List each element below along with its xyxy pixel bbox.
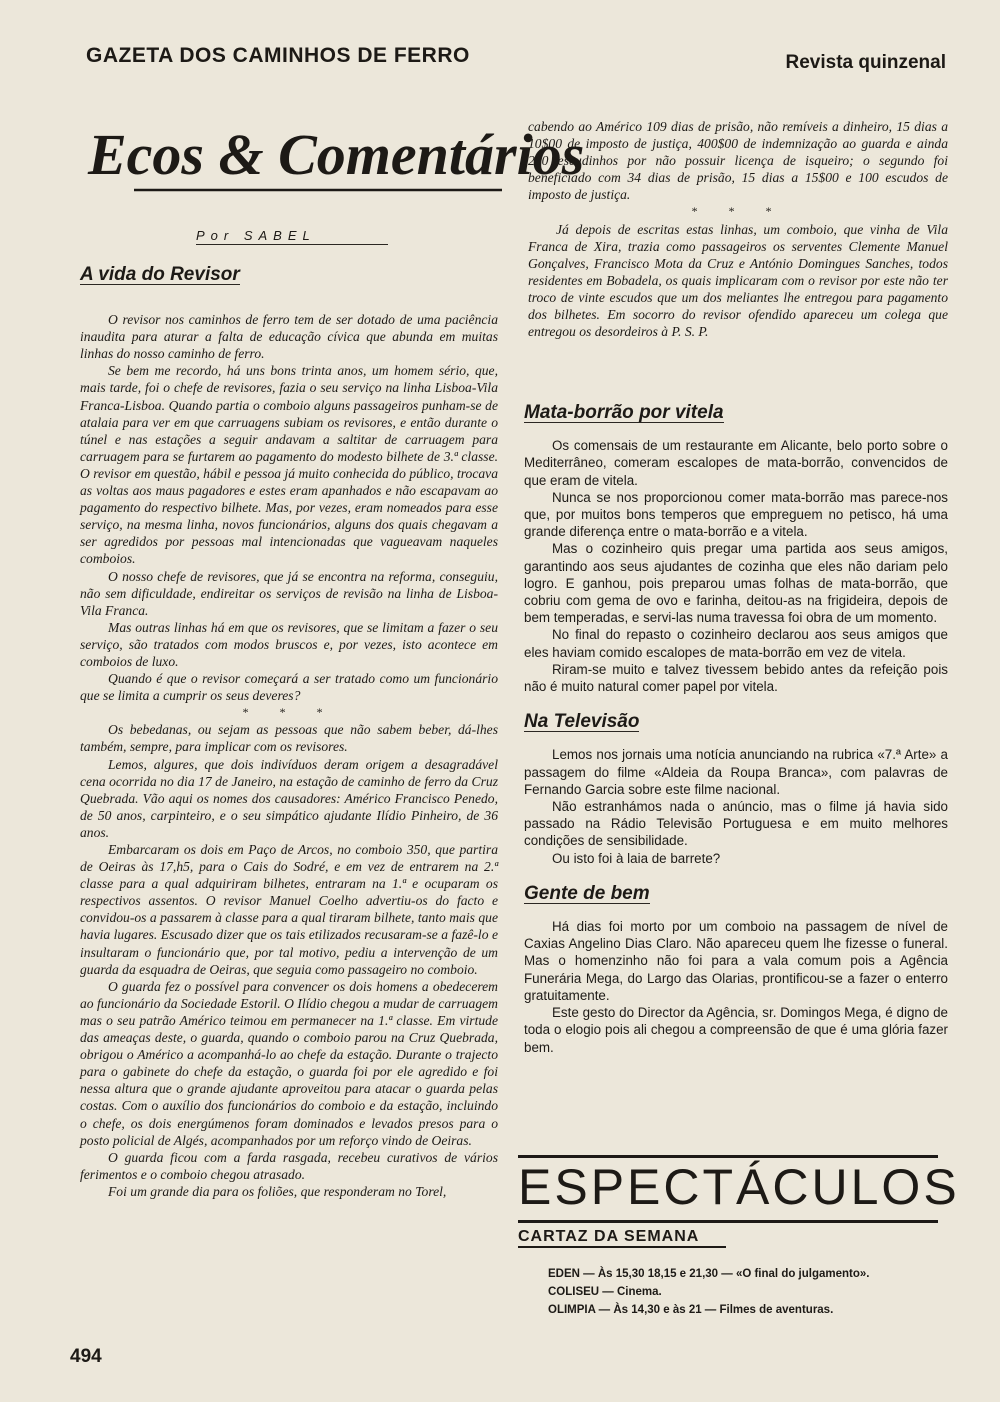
paragraph: Ou isto foi à laia de barrete?	[552, 850, 721, 866]
paragraph: Os comensais de um restaurante em Alicante, belo porto sobre o Mediterrâneo, comeram escalopes de mata-borrão, convencidos de que eram de vitela.	[524, 438, 948, 488]
paragraph: Se bem me recordo, há uns bons trinta anos, um homem sério, que, mais tarde, foi o chefe de revisores, fazia o seu serviço na linha Lisboa-Vila Franca-Lisboa. Quando partia o comboio alguns passageiros punham-se de atalaia para ver em que carruagens subiam os revisores, e então durante o túnel e nas estações a seguir andavam a saltitar de carruagem para carruagem para se furtarem ao pagamento do modesto bilhete de 3.ª classe. O revisor em questão, hábil e pessoa já muito conhecida do público, trocava as voltas aos maus pagadores e estes eram apanhados e não escapavam ao pagamento do respectivo bilhete. Mas, por vezes, eram nomeados para esse serviço, na mesma linha, novos funcionários, alguns dos quais chegavam a ser agredidos por pessoas mal intencionadas que vagueavam naqueles comboios.	[80, 363, 498, 567]
paragraph: Nunca se nos proporcionou comer mata-borrão mas parece-nos que, por muitos bons temperos que empreguem no petisco, há uma grande diferença entre o mata-borrão e a vitela.	[524, 489, 948, 540]
logo-text: Ecos & Comentários	[88, 122, 585, 187]
espectaculos-banner: ESPECTÁCULOS	[518, 1155, 938, 1223]
page-number: 494	[70, 1346, 102, 1367]
section-logo	[82, 106, 585, 212]
right-column	[524, 404, 948, 1056]
section-title-gente-de-bem: Gente de bem	[524, 882, 650, 904]
paragraph: O guarda fez o possível para convencer os dois homens a obedecerem ao funcionário da Sociedade Estoril. O Ilídio chegou a mudar de carruagem mas o seu patrão Américo teimou em permanecer na 1.ª classe. Em virtude das ameaças deste, o guarda, quando o comboio parou na Cruz Quebrada, obrigou o Américo a acompanhá-lo ao chefe da estação. Durante o trajecto para o gabinete do chefe da estação, o guarda foi por ele agredido e foi nessa altura que o grande ajudante aproveitou para atacar o guarda pelas costas. Com o auxílio dos funcionários do comboio e da estação, incluindo o chefe, os dois energúmenos foram dominados e levados presos para o posto policial de Algés, acompanhados por um reforço vindo de Oeiras.	[80, 978, 498, 1148]
paragraph: Os bebedanas, ou sejam as pessoas que não sabem beber, dá-lhes também, sempre, para implicar com os revisores.	[80, 722, 498, 755]
paragraph: Quando é que o revisor começará a ser tratado como um funcionário que se limita a cumprir os seus deveres?	[80, 671, 498, 704]
paragraph: Lemos, algures, que dois indivíduos deram origem a desagradável cena ocorrida no dia 17 de Janeiro, na estação de caminho de ferro da Cruz Quebrada. Vão aqui os nomes dos causadores: Américo Francisco Penedo, de 50 anos, carpinteiro, e o seu simpático ajudante Ilídio Pinheiro, de 36 anos.	[80, 756, 498, 840]
paragraph: O revisor nos caminhos de ferro tem de ser dotado de uma paciência inaudita para aturar a falta de educação cívica que abunda em muitas linhas do nosso caminho de ferro.	[80, 312, 498, 362]
paragraph: No final do repasto o cozinheiro declarou aos seus amigos que eles haviam comido escalopes de mata-borrão em vez de vitela.	[524, 627, 948, 660]
byline: Por SABEL	[196, 228, 316, 243]
section-title-revisor: A vida do Revisor	[80, 264, 240, 285]
paragraph: O nosso chefe de revisores, que já se encontra na reforma, conseguiu, não sem dificuldade, endireitar os serviços de revisão na linha de Lisboa-Vila Franca.	[80, 568, 498, 618]
left-column	[80, 266, 498, 1200]
publication-frequency: Revista quinzenal	[785, 52, 946, 73]
paragraph: Há dias foi morto por um comboio na passagem de nível de Caxias Angelino Dias Claro. Não apareceu quem lhe fizesse o funeral. Mas o homenzinho não foi para a vala comum pois a Agência Funerária Mega, do Largo das Olarias, prontificou-se a fazer o enterro gratuitamente.	[524, 919, 948, 1003]
right-column-continuation	[528, 118, 948, 340]
paragraph: cabendo ao Américo 109 dias de prisão, não remíveis a dinheiro, 15 dias a 10$00 de imposto de justiça, 400$00 de indemnização ao guarda e ainda 250 escudinhos por não possuir licença de isqueiro; o segundo foi beneficiado com 34 dias de prisão, 15 dias a 15$00 e 100 escudos de imposto de justiça.	[528, 119, 948, 203]
paragraph: Este gesto do Director da Agência, sr. Domingos Mega, é digno de toda o elogio pois ali chegou a compreensão de que é uma glória fazer bem.	[524, 1005, 948, 1055]
listing-item: EDEN — Às 15,30 18,15 e 21,30 — «O final do julgamento».	[548, 1268, 870, 1280]
cartaz-heading: CARTAZ DA SEMANA	[518, 1228, 726, 1248]
listings	[548, 1265, 869, 1319]
separator: * * *	[691, 204, 785, 219]
paragraph: Embarcaram os dois em Paço de Arcos, no comboio 350, que partira de Oeiras às 17,h5, para o Cais do Sodré, e em vez de entrarem na 2.ª classe para a qual adquiriram bilhetes, entraram na 1.ª e ocuparam os respectivos assentos. O revisor Manuel Coelho advertiu-os do facto e convidou-os a passarem à classe para a qual tiraram bilhete, tanto mais que havia lugares. Escusado dizer que os tais etilizados recusaram-se a fazê-lo e insultaram o funcionário que, por tal motivo, pediu a intervenção de um guarda da esquadra de Oeiras, que seguia como passageiro no comboio.	[80, 842, 498, 977]
paragraph: Mas outras linhas há em que os revisores, que se limitam a fazer o seu serviço, são tratados com modos bruscos e, por vezes, isto acontece em comboios de luxo.	[80, 619, 498, 669]
section-title-televisao: Na Televisão	[524, 711, 640, 733]
listing-item: COLISEU — Cinema.	[548, 1286, 662, 1298]
paragraph: Não estranhámos nada o anúncio, mas o filme já havia sido passado na Rádio Televisão Portuguesa e em muito melhores condições de sensibilidade.	[524, 799, 948, 849]
section-title-mata-borrao: Mata-borrão por vitela	[524, 402, 724, 423]
paragraph: O guarda ficou com a farda rasgada, recebeu curativos de vários ferimentos e o comboio chegou atrasado.	[80, 1149, 498, 1182]
paragraph: Já depois de escritas estas linhas, um comboio, que vinha de Vila Franca de Xira, trazia como passageiros os serventes Clemente Manuel Gonçalves, Francisco Mota da Cruz e António Domingues Sanches, todos residentes em Bobadela, os quais implicaram com o revisor por este não ter troco de vinte escudos que um dos meliantes lhe entregou para pagamento dos bilhetes. Em socorro do revisor ofendido apareceu um colega que entregou os desordeiros à P. S. P.	[528, 221, 948, 340]
paragraph: Riram-se muito e talvez tivessem bebido antes da refeição pois não é muito natural comer papel por vitela.	[524, 661, 948, 695]
byline-rule	[196, 244, 388, 245]
paragraph: Lemos nos jornais uma notícia anunciando na rubrica «7.ª Arte» a passagem do filme «Aldeia da Roupa Branca», com palavras de Fernando Garcia sobre este filme nacional.	[524, 747, 948, 797]
paragraph: Mas o cozinheiro quis pregar uma partida aos seus amigos, garantindo aos seus ajudantes de cozinha que eles não dariam pelo logro. E ganhou, pois preparou umas folhas de mata-borrão, que cobriu com gema de ovo e farinha, deitou-as na frigideira, depois de bem temperadas, e servi-las numa travessa foi obra de um momento.	[524, 541, 948, 626]
listing-item: OLIMPIA — Às 14,30 e às 21 — Filmes de aventuras.	[548, 1304, 834, 1316]
separator: * * *	[242, 705, 336, 720]
paragraph: Foi um grande dia para os foliões, que responderam no Torel,	[108, 1183, 447, 1199]
publication-title: GAZETA DOS CAMINHOS DE FERRO	[86, 44, 470, 67]
